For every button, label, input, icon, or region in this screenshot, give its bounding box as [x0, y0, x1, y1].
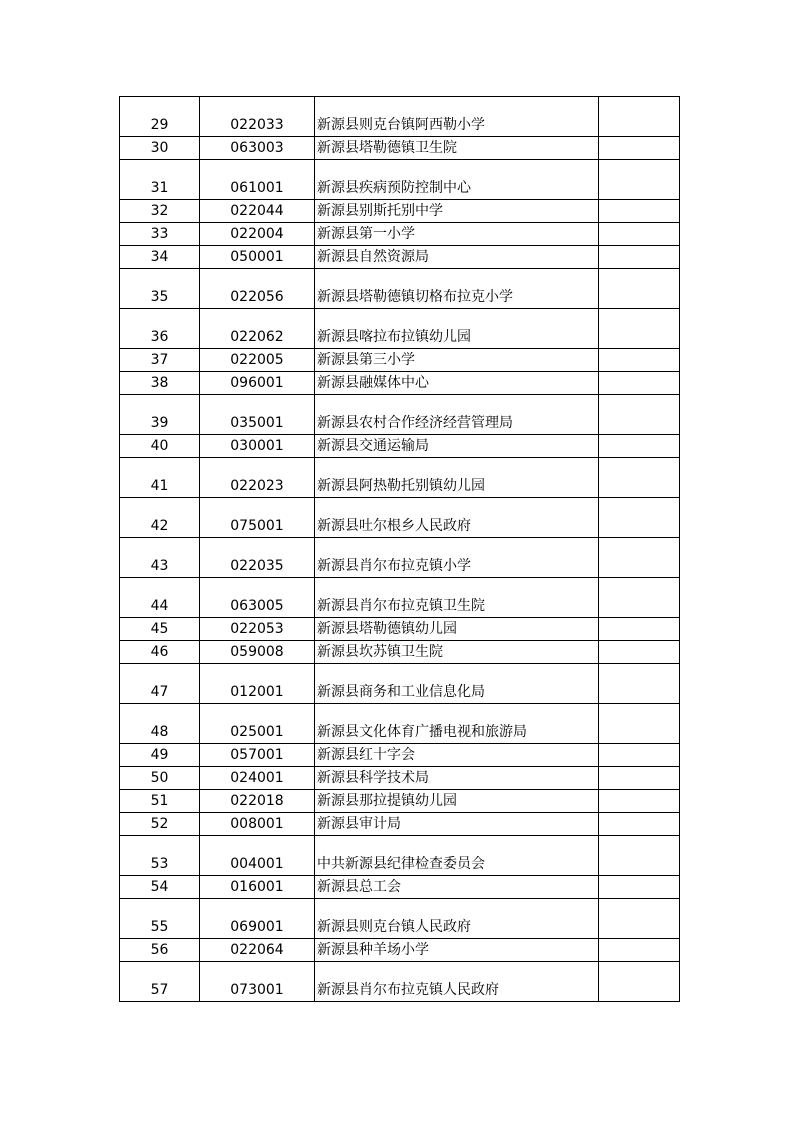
remark-cell [599, 498, 680, 538]
table-row [120, 435, 680, 458]
row-number-cell: 55 [120, 899, 200, 939]
table-row [120, 618, 680, 641]
remark-cell [599, 137, 680, 160]
unit-code-cell: 050001 [200, 246, 315, 269]
remark-cell [599, 538, 680, 578]
remark-cell [599, 578, 680, 618]
table-row [120, 223, 680, 246]
table-row [120, 876, 680, 899]
row-number-cell: 47 [120, 664, 200, 704]
unit-name-cell: 新源县则克台镇人民政府 [315, 899, 599, 939]
table-row [120, 160, 680, 200]
unit-code-cell: 012001 [200, 664, 315, 704]
unit-name-cell: 中共新源县纪律检查委员会 [315, 836, 599, 876]
unit-name-cell: 新源县塔勒德镇幼儿园 [315, 618, 599, 641]
remark-cell [599, 813, 680, 836]
row-number-cell: 50 [120, 767, 200, 790]
remark-cell [599, 618, 680, 641]
unit-code-cell: 063003 [200, 137, 315, 160]
row-number-cell: 33 [120, 223, 200, 246]
row-number-cell: 56 [120, 939, 200, 962]
remark-cell [599, 223, 680, 246]
unit-code-cell: 035001 [200, 395, 315, 435]
unit-name-cell: 新源县第三小学 [315, 349, 599, 372]
remark-cell [599, 641, 680, 664]
unit-name-cell: 新源县塔勒德镇卫生院 [315, 137, 599, 160]
unit-code-cell: 075001 [200, 498, 315, 538]
table-row [120, 899, 680, 939]
row-number-cell: 41 [120, 458, 200, 498]
row-number-cell: 37 [120, 349, 200, 372]
table-row [120, 498, 680, 538]
table-row [120, 704, 680, 744]
row-number-cell: 36 [120, 309, 200, 349]
table-row [120, 790, 680, 813]
table-row [120, 97, 680, 137]
unit-code-cell: 073001 [200, 962, 315, 1002]
row-number-cell: 31 [120, 160, 200, 200]
table-row [120, 813, 680, 836]
unit-code-cell: 025001 [200, 704, 315, 744]
row-number-cell: 39 [120, 395, 200, 435]
remark-cell [599, 876, 680, 899]
row-number-cell: 38 [120, 372, 200, 395]
unit-name-cell: 新源县吐尔根乡人民政府 [315, 498, 599, 538]
unit-code-cell: 022018 [200, 790, 315, 813]
row-number-cell: 51 [120, 790, 200, 813]
remark-cell [599, 200, 680, 223]
unit-code-cell: 030001 [200, 435, 315, 458]
table-row [120, 246, 680, 269]
table-body [120, 97, 680, 1002]
table-row [120, 458, 680, 498]
remark-cell [599, 160, 680, 200]
unit-name-cell: 新源县审计局 [315, 813, 599, 836]
table-row [120, 137, 680, 160]
remark-cell [599, 458, 680, 498]
unit-code-cell: 022053 [200, 618, 315, 641]
unit-code-cell: 022044 [200, 200, 315, 223]
row-number-cell: 34 [120, 246, 200, 269]
table-row [120, 578, 680, 618]
unit-name-cell: 新源县阿热勒托别镇幼儿园 [315, 458, 599, 498]
row-number-cell: 40 [120, 435, 200, 458]
unit-name-cell: 新源县交通运输局 [315, 435, 599, 458]
row-number-cell: 30 [120, 137, 200, 160]
unit-name-cell: 新源县则克台镇阿西勒小学 [315, 97, 599, 137]
unit-name-cell: 新源县融媒体中心 [315, 372, 599, 395]
unit-name-cell: 新源县科学技术局 [315, 767, 599, 790]
unit-code-cell: 008001 [200, 813, 315, 836]
remark-cell [599, 836, 680, 876]
table-row [120, 349, 680, 372]
remark-cell [599, 704, 680, 744]
table-row [120, 836, 680, 876]
table-row [120, 664, 680, 704]
unit-code-cell: 069001 [200, 899, 315, 939]
row-number-cell: 44 [120, 578, 200, 618]
unit-code-cell: 022033 [200, 97, 315, 137]
remark-cell [599, 435, 680, 458]
table-row [120, 200, 680, 223]
unit-code-cell: 022004 [200, 223, 315, 246]
table-row [120, 372, 680, 395]
remark-cell [599, 309, 680, 349]
row-number-cell: 53 [120, 836, 200, 876]
unit-code-cell: 022056 [200, 269, 315, 309]
row-number-cell: 32 [120, 200, 200, 223]
remark-cell [599, 767, 680, 790]
table-row [120, 939, 680, 962]
row-number-cell: 45 [120, 618, 200, 641]
unit-name-cell: 新源县那拉提镇幼儿园 [315, 790, 599, 813]
unit-name-cell: 新源县肖尔布拉克镇卫生院 [315, 578, 599, 618]
table-row [120, 395, 680, 435]
unit-name-cell: 新源县肖尔布拉克镇小学 [315, 538, 599, 578]
unit-name-cell: 新源县文化体育广播电视和旅游局 [315, 704, 599, 744]
table-row [120, 538, 680, 578]
unit-code-cell: 024001 [200, 767, 315, 790]
unit-code-cell: 004001 [200, 836, 315, 876]
table-row [120, 641, 680, 664]
unit-name-cell: 新源县塔勒德镇切格布拉克小学 [315, 269, 599, 309]
row-number-cell: 42 [120, 498, 200, 538]
unit-name-cell: 新源县第一小学 [315, 223, 599, 246]
row-number-cell: 48 [120, 704, 200, 744]
unit-name-cell: 新源县自然资源局 [315, 246, 599, 269]
row-number-cell: 29 [120, 97, 200, 137]
remark-cell [599, 790, 680, 813]
table-row [120, 269, 680, 309]
row-number-cell: 46 [120, 641, 200, 664]
row-number-cell: 43 [120, 538, 200, 578]
remark-cell [599, 372, 680, 395]
unit-code-cell: 022023 [200, 458, 315, 498]
remark-cell [599, 744, 680, 767]
unit-name-cell: 新源县农村合作经济经营管理局 [315, 395, 599, 435]
unit-list-table [119, 96, 680, 1002]
unit-name-cell: 新源县红十字会 [315, 744, 599, 767]
remark-cell [599, 939, 680, 962]
remark-cell [599, 269, 680, 309]
unit-name-cell: 新源县喀拉布拉镇幼儿园 [315, 309, 599, 349]
unit-name-cell: 新源县坎苏镇卫生院 [315, 641, 599, 664]
unit-code-cell: 016001 [200, 876, 315, 899]
unit-name-cell: 新源县种羊场小学 [315, 939, 599, 962]
remark-cell [599, 899, 680, 939]
row-number-cell: 54 [120, 876, 200, 899]
unit-code-cell: 022064 [200, 939, 315, 962]
unit-code-cell: 061001 [200, 160, 315, 200]
unit-name-cell: 新源县总工会 [315, 876, 599, 899]
unit-name-cell: 新源县别斯托别中学 [315, 200, 599, 223]
unit-code-cell: 057001 [200, 744, 315, 767]
remark-cell [599, 395, 680, 435]
remark-cell [599, 349, 680, 372]
unit-name-cell: 新源县肖尔布拉克镇人民政府 [315, 962, 599, 1002]
table-row [120, 309, 680, 349]
row-number-cell: 35 [120, 269, 200, 309]
unit-name-cell: 新源县疾病预防控制中心 [315, 160, 599, 200]
unit-code-cell: 096001 [200, 372, 315, 395]
unit-code-cell: 022035 [200, 538, 315, 578]
table-row [120, 962, 680, 1002]
unit-code-cell: 059008 [200, 641, 315, 664]
unit-name-cell: 新源县商务和工业信息化局 [315, 664, 599, 704]
remark-cell [599, 664, 680, 704]
table-row [120, 744, 680, 767]
row-number-cell: 49 [120, 744, 200, 767]
unit-code-cell: 022062 [200, 309, 315, 349]
remark-cell [599, 962, 680, 1002]
row-number-cell: 57 [120, 962, 200, 1002]
unit-code-cell: 022005 [200, 349, 315, 372]
remark-cell [599, 97, 680, 137]
unit-code-cell: 063005 [200, 578, 315, 618]
remark-cell [599, 246, 680, 269]
row-number-cell: 52 [120, 813, 200, 836]
table-row [120, 767, 680, 790]
